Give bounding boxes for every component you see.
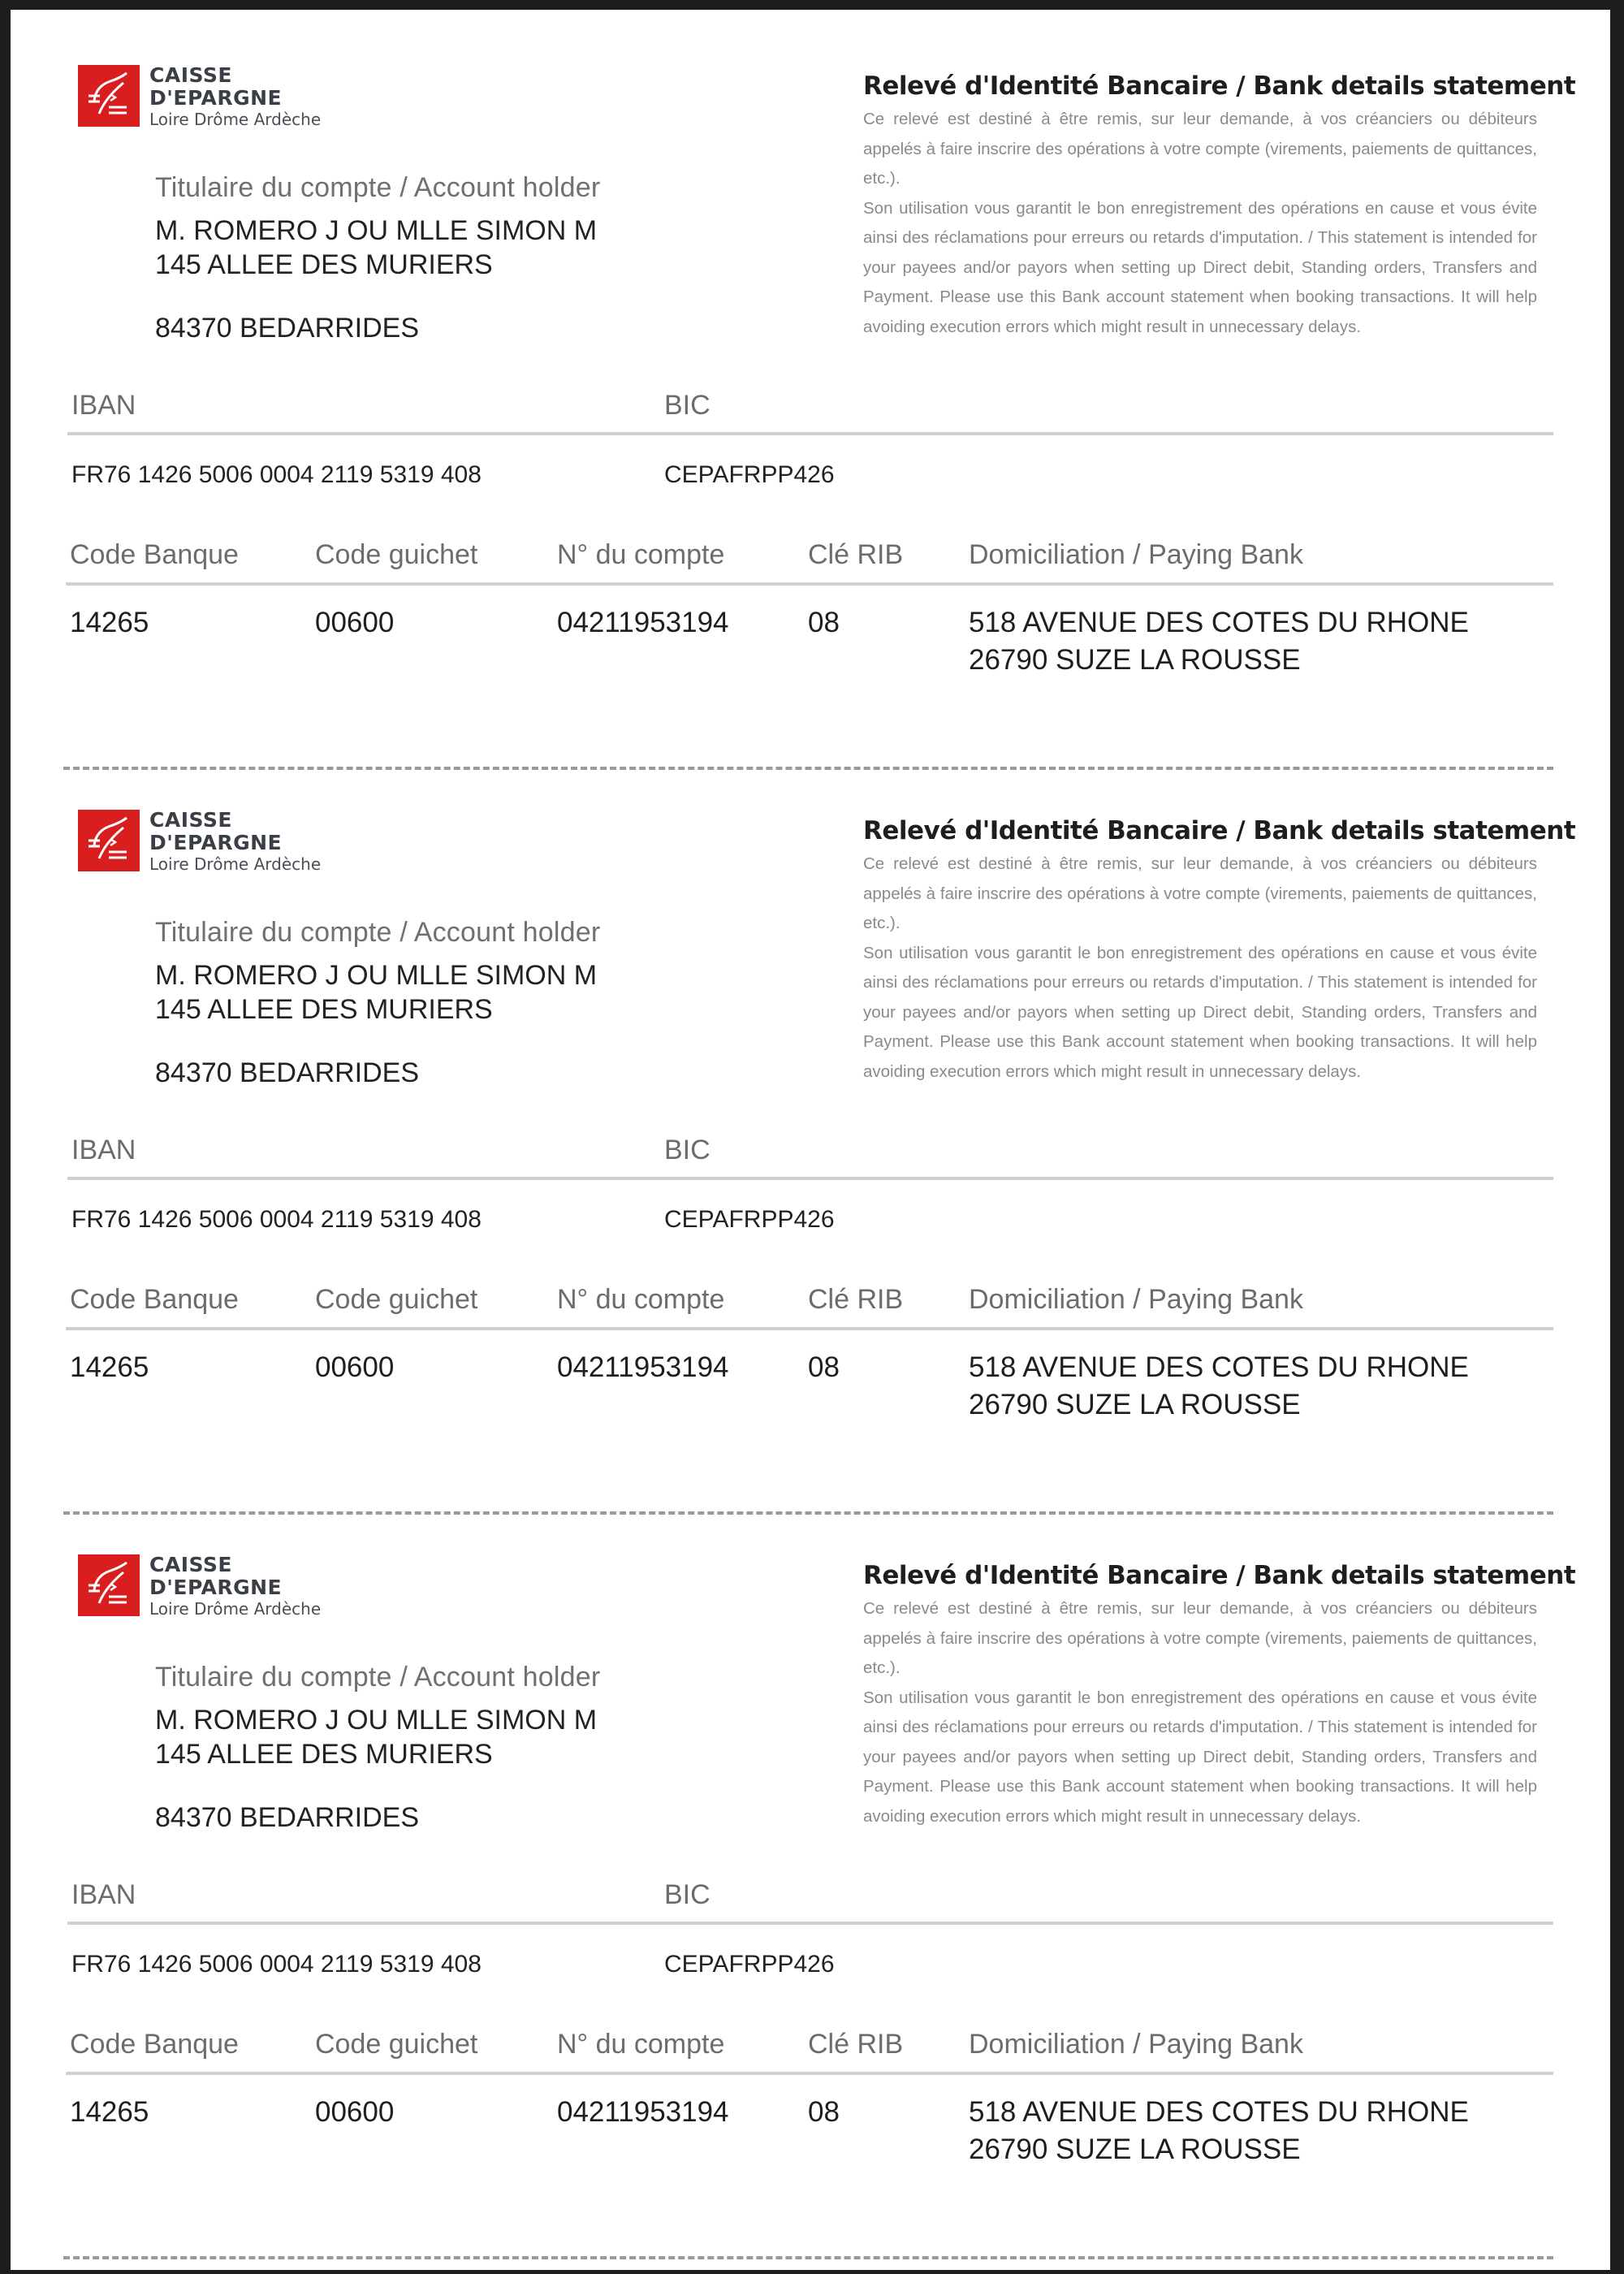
bic-label: BIC (664, 390, 710, 421)
details-divider (66, 2072, 1553, 2075)
iban-divider (67, 432, 1553, 435)
rib-slip-3 (11, 1499, 1610, 2244)
num-compte-value: 04211953194 (557, 2096, 729, 2128)
bank-name-line2: D'EPARGNE (149, 831, 283, 854)
account-holder-label: Titulaire du compte / Account holder (155, 172, 601, 203)
bank-name-line2: D'EPARGNE (149, 1576, 283, 1599)
cle-rib-label: Clé RIB (808, 539, 904, 570)
statement-description-fr: Ce relevé est destiné à être remis, sur leur demande, à vos créanciers ou débiteurs appelés à faire inscrire des opérations à votre compte (virements, paiements de quittances, etc.). (863, 854, 1537, 932)
num-compte-value: 04211953194 (557, 1351, 729, 1383)
domiciliation-line1: 518 AVENUE DES COTES DU RHONE (969, 2096, 1469, 2128)
account-holder-name: M. ROMERO J OU MLLE SIMON M (155, 215, 598, 246)
num-compte-label: N° du compte (557, 2029, 725, 2060)
statement-title: Relevé d'Identité Bancaire / Bank details statement (863, 71, 1576, 101)
bank-logo (78, 1554, 321, 1617)
account-holder-name: M. ROMERO J OU MLLE SIMON M (155, 960, 598, 991)
account-holder-block (155, 917, 600, 1090)
iban-divider (67, 1177, 1553, 1180)
code-banque-value: 14265 (70, 607, 149, 638)
statement-title: Relevé d'Identité Bancaire / Bank details statement (863, 816, 1576, 845)
code-guichet-label: Code guichet (315, 539, 478, 570)
code-banque-value: 14265 (70, 2096, 149, 2128)
iban-divider (67, 1922, 1553, 1925)
bank-name-line1: CAISSE (149, 1553, 232, 1576)
account-holder-city: 84370 BEDARRIDES (155, 1057, 420, 1088)
account-holder-block (155, 172, 600, 345)
statement-description-fr: Ce relevé est destiné à être remis, sur leur demande, à vos créanciers ou débiteurs appelés à faire inscrire des opérations à votre compte (virements, paiements de quittances, etc.). (863, 1599, 1537, 1677)
statement-description-fr: Ce relevé est destiné à être remis, sur leur demande, à vos créanciers ou débiteurs appelés à faire inscrire des opérations à votre compte (virements, paiements de quittances, etc.). (863, 110, 1537, 188)
statement-description (863, 1594, 1537, 1831)
bic-label: BIC (664, 1879, 710, 1910)
caisse-epargne-squirrel-euro-icon (78, 1554, 140, 1616)
code-banque-label: Code Banque (70, 1284, 239, 1315)
account-holder-block (155, 1662, 600, 1835)
statement-title: Relevé d'Identité Bancaire / Bank details statement (863, 1561, 1576, 1590)
bank-region: Loire Drôme Ardèche (149, 1599, 322, 1619)
cut-line-separator (63, 2256, 1553, 2259)
num-compte-value: 04211953194 (557, 607, 729, 638)
code-guichet-label: Code guichet (315, 1284, 478, 1315)
iban-value: FR76 1426 5006 0004 2119 5319 408 (71, 1951, 482, 1978)
statement-description (863, 105, 1537, 342)
cle-rib-value: 08 (808, 1351, 840, 1383)
code-guichet-value: 00600 (315, 1351, 395, 1383)
statement-description-en: Son utilisation vous garantit le bon enregistrement des opérations en cause et vous évite ainsi des réclamations pour erreurs ou retards d'imputation. / This statement is intended for your payees and/or payors when setting up Direct debit, Standing orders, Transfers and Payment. Please use this Bank account statement when booking transactions. It will help avoiding execution errors which might result in unnecessary delays. (863, 198, 1537, 336)
bank-region: Loire Drôme Ardèche (149, 110, 322, 129)
bank-logo (78, 65, 321, 128)
cle-rib-value: 08 (808, 607, 840, 638)
iban-value: FR76 1426 5006 0004 2119 5319 408 (71, 461, 482, 488)
bank-logo (78, 810, 321, 872)
account-holder-address: 145 ALLEE DES MURIERS (155, 249, 493, 280)
rib-slip-2 (11, 754, 1610, 1499)
bank-name-line2: D'EPARGNE (149, 86, 283, 110)
iban-label: IBAN (71, 390, 136, 421)
code-guichet-value: 00600 (315, 2096, 395, 2128)
domiciliation-line2: 26790 SUZE LA ROUSSE (969, 644, 1301, 676)
code-guichet-value: 00600 (315, 607, 395, 638)
caisse-epargne-squirrel-euro-icon (78, 65, 140, 127)
caisse-epargne-squirrel-euro-icon (78, 810, 140, 871)
code-banque-label: Code Banque (70, 539, 239, 570)
bank-name-line1: CAISSE (149, 63, 232, 87)
num-compte-label: N° du compte (557, 1284, 725, 1315)
domiciliation-line2: 26790 SUZE LA ROUSSE (969, 2133, 1301, 2165)
iban-label: IBAN (71, 1879, 136, 1910)
domiciliation-label: Domiciliation / Paying Bank (969, 1284, 1303, 1315)
domiciliation-line2: 26790 SUZE LA ROUSSE (969, 1389, 1301, 1420)
account-holder-city: 84370 BEDARRIDES (155, 1802, 420, 1833)
account-holder-label: Titulaire du compte / Account holder (155, 917, 601, 948)
details-divider (66, 1327, 1553, 1330)
rib-page (11, 10, 1610, 2270)
code-banque-label: Code Banque (70, 2029, 239, 2060)
domiciliation-label: Domiciliation / Paying Bank (969, 539, 1303, 570)
statement-description-en: Son utilisation vous garantit le bon enregistrement des opérations en cause et vous évite ainsi des réclamations pour erreurs ou retards d'imputation. / This statement is intended for your payees and/or payors when setting up Direct debit, Standing orders, Transfers and Payment. Please use this Bank account statement when booking transactions. It will help avoiding execution errors which might result in unnecessary delays. (863, 943, 1537, 1081)
domiciliation-line1: 518 AVENUE DES COTES DU RHONE (969, 1351, 1469, 1383)
bic-value: CEPAFRPP426 (664, 1206, 835, 1233)
statement-description-en: Son utilisation vous garantit le bon enregistrement des opérations en cause et vous évite ainsi des réclamations pour erreurs ou retards d'imputation. / This statement is intended for your payees and/or payors when setting up Direct debit, Standing orders, Transfers and Payment. Please use this Bank account statement when booking transactions. It will help avoiding execution errors which might result in unnecessary delays. (863, 1688, 1537, 1826)
code-guichet-label: Code guichet (315, 2029, 478, 2060)
cle-rib-label: Clé RIB (808, 1284, 904, 1315)
account-holder-label: Titulaire du compte / Account holder (155, 1662, 601, 1693)
domiciliation-label: Domiciliation / Paying Bank (969, 2029, 1303, 2060)
details-divider (66, 582, 1553, 586)
rib-slip-1 (11, 10, 1610, 754)
bank-region: Loire Drôme Ardèche (149, 854, 322, 874)
iban-label: IBAN (71, 1135, 136, 1165)
account-holder-name: M. ROMERO J OU MLLE SIMON M (155, 1705, 598, 1736)
code-banque-value: 14265 (70, 1351, 149, 1383)
cle-rib-value: 08 (808, 2096, 840, 2128)
cle-rib-label: Clé RIB (808, 2029, 904, 2060)
domiciliation-line1: 518 AVENUE DES COTES DU RHONE (969, 607, 1469, 638)
account-holder-city: 84370 BEDARRIDES (155, 313, 420, 344)
account-holder-address: 145 ALLEE DES MURIERS (155, 994, 493, 1025)
bic-label: BIC (664, 1135, 710, 1165)
bic-value: CEPAFRPP426 (664, 461, 835, 488)
num-compte-label: N° du compte (557, 539, 725, 570)
iban-value: FR76 1426 5006 0004 2119 5319 408 (71, 1206, 482, 1233)
bank-name-line1: CAISSE (149, 808, 232, 832)
statement-description (863, 850, 1537, 1087)
account-holder-address: 145 ALLEE DES MURIERS (155, 1739, 493, 1770)
bic-value: CEPAFRPP426 (664, 1951, 835, 1978)
